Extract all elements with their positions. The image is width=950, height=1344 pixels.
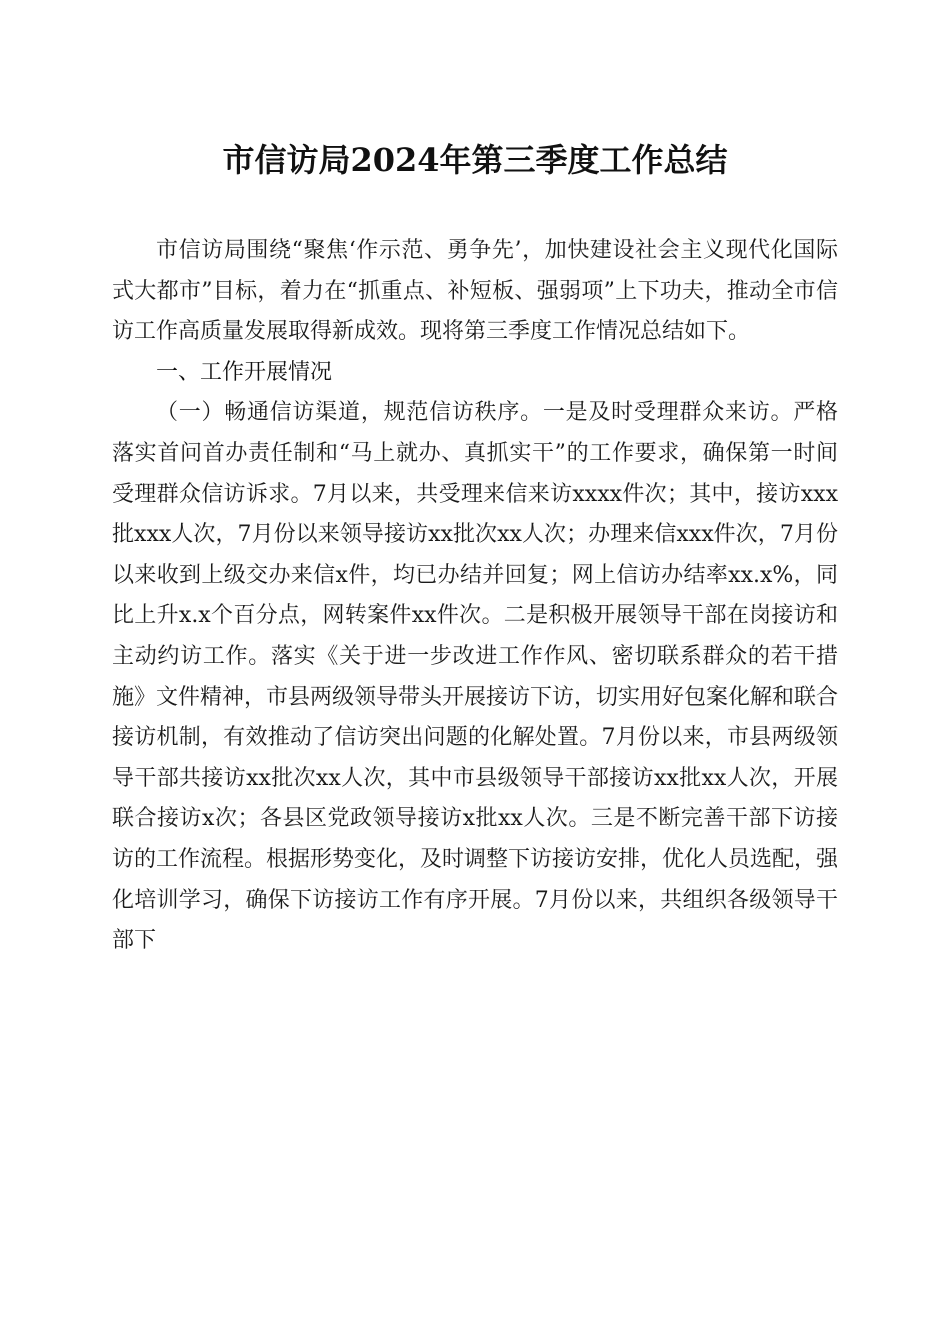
- intro-paragraph: 市信访局围绕“聚焦‘作示范、勇争先’，加快建设社会主义现代化国际式大都市”目标，着力在“抓重点、补短板、强弱项”上下功夫，推动全市信访工作高质量发展取得新成效。现将第三季度工作情况总结如下。: [112, 238, 838, 345]
- section-heading: 一、工作开展情况: [156, 359, 333, 385]
- subsection-text: 一是及时受理群众来访。严格落实首问首办责任制和“马上就办、真抓实干”的工作要求，确保第一时间受理群众信访诉求。7月以来，共受理来信来访xxxx件次；其中，接访xxx批xxx人次，7月份以来领导接访xx批次xx人次；办理来信xxx件次，7月份以来收到上级交办来信x件，均已办结并回复；网上信访办结率xx.x%，同比上升x.x个百分点，网转案件xx件次。二是积极开展领导干部在岗接访和主动约访工作。落实《关于进一步改进工作作风、密切联系群众的若干措施》文件精神，市县两级领导带头开展接访下访，切实用好包案化解和联合接访机制，有效推动了信访突出问题的化解处置。7月份以来，市县两级领导干部共接访xx批次xx人次，其中市县级领导干部接访xx批xx人次，开展联合接访x次；各县区党政领导接访x批xx人次。三是不断完善干部下访接访的工作流程。根据形势变化，及时调整下访接访安排，优化人员选配，强化培训学习，确保下访接访工作有序开展。7月份以来，共组织各级领导干部下: [112, 400, 839, 954]
- subsection-lead: （一）畅通信访渠道，规范信访秩序。: [156, 400, 543, 426]
- document-body: [112, 231, 838, 962]
- subsection-paragraph: [112, 393, 838, 961]
- document-title: 市信访局2024年第三季度工作总结: [222, 141, 728, 179]
